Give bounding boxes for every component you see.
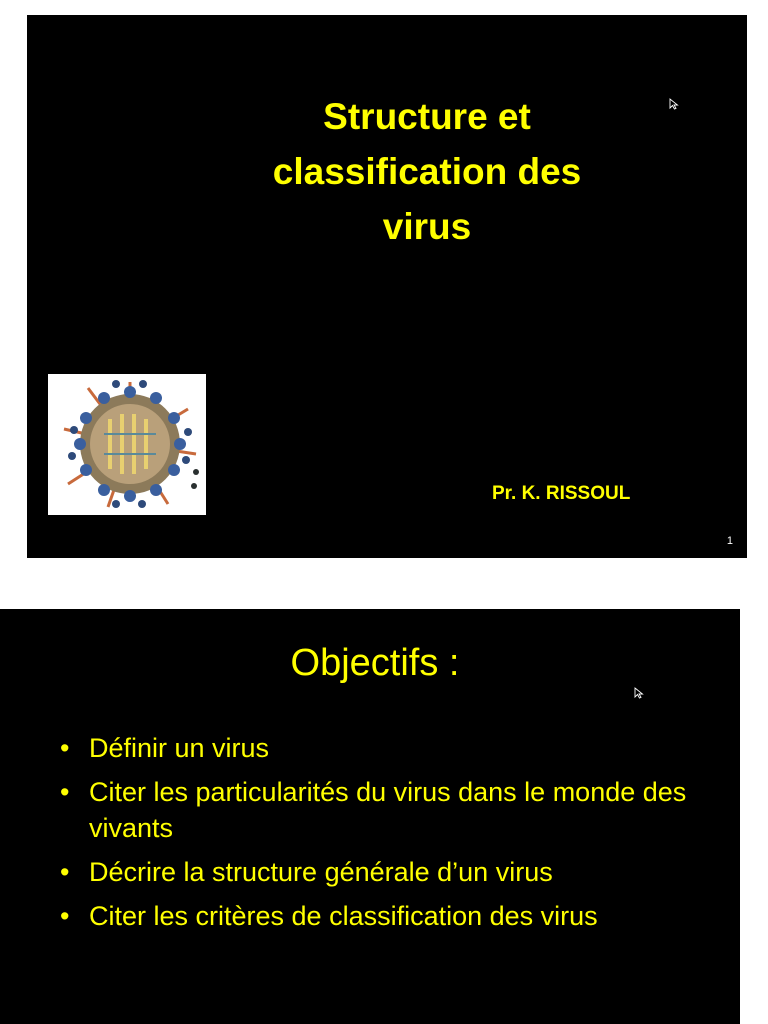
mouse-pointer-icon — [634, 687, 644, 699]
bullet-icon: • — [60, 901, 70, 931]
slide-objectives-heading: Objectifs : — [290, 642, 460, 684]
slide-title — [27, 15, 747, 558]
list-item — [60, 730, 720, 766]
list-item — [60, 854, 720, 890]
slide-objectives — [0, 609, 740, 1024]
title-line: virus — [382, 206, 472, 247]
slide-page-number: 1 — [726, 535, 733, 547]
list-item — [60, 774, 720, 846]
bullet-icon: • — [60, 777, 70, 807]
bullet-icon: • — [60, 733, 70, 763]
list-item-text: Citer les critères de classification des virus — [89, 901, 598, 931]
virus-illustration — [48, 374, 206, 515]
title-line: classification des — [272, 151, 582, 192]
author-name: Pr. K. RISSOUL — [492, 483, 631, 504]
list-item-text: Citer les particularités du virus dans le monde des vivants — [89, 777, 687, 843]
list-item — [60, 898, 720, 934]
list-item-text: Définir un virus — [89, 733, 270, 763]
slide-title-heading — [167, 89, 687, 254]
bullet-icon: • — [60, 857, 70, 887]
mouse-pointer-icon — [669, 98, 679, 110]
list-item-text: Décrire la structure générale d’un virus — [89, 857, 553, 887]
objectives-list — [60, 730, 720, 942]
title-line: Structure et — [323, 96, 531, 137]
